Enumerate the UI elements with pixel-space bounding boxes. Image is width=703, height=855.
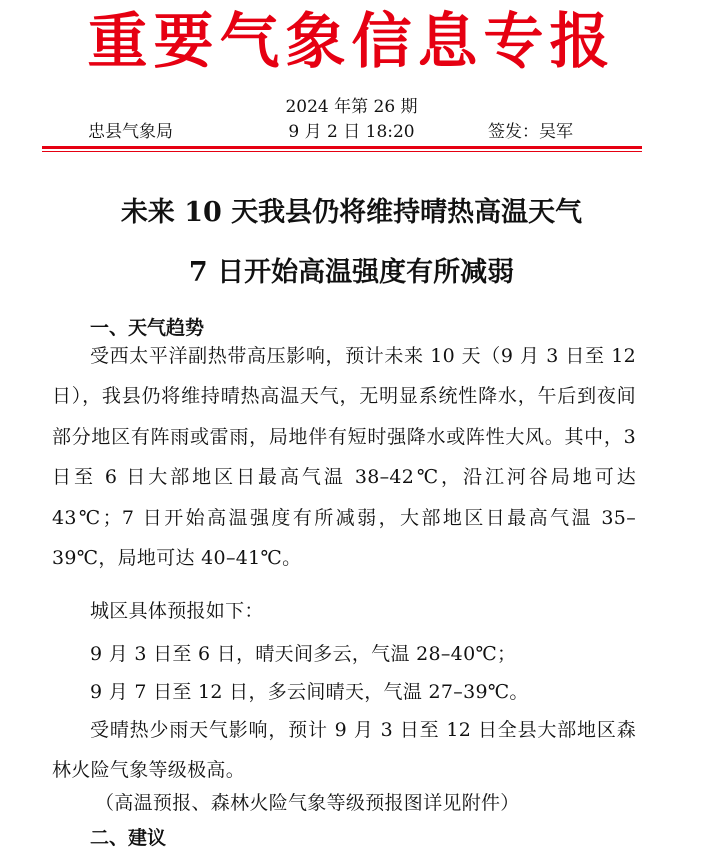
header-divider [42, 146, 642, 149]
trend-paragraph: 受西太平洋副热带高压影响，预计未来 10 天（9 月 3 日至 12 日），我县仍将维持晴热高温天气，无明显系统性降水，午后到夜间部分地区有阵雨或雷雨，局地伴有短时强降水或阵性大风。其中，3 日至 6 日大部地区日最高气温 38–42℃，沿江河谷局地可达 43℃；7 日开始高温强度有所减弱，大部地区日最高气温 35–39℃，局地可达 40–41℃。 [52, 345, 636, 570]
headline-line-2: 7 日开始高温强度有所减弱 [188, 257, 515, 288]
issue-datetime: 9 月 2 日 18:20 [288, 122, 415, 142]
report-title: 重要气象信息专报 [87, 7, 616, 77]
section-heading-advice: 二、建议 [90, 827, 167, 849]
headline-line-1: 未来 10 天我县仍将维持晴热高温天气 [120, 197, 583, 228]
city-forecast-item: 9 月 7 日至 12 日，多云间晴天，气温 27–39℃。 [90, 681, 529, 703]
attachment-note: （高温预报、森林火险气象等级预报图详见附件） [95, 792, 520, 814]
header-divider-thin [42, 151, 642, 152]
signer: 签发：吴军 [488, 122, 573, 142]
issuing-agency: 忠县气象局 [88, 122, 173, 142]
city-forecast-item: 9 月 3 日至 6 日，晴天间多云，气温 28–40℃； [90, 643, 517, 665]
section-heading-weather-trend: 一、天气趋势 [90, 317, 205, 339]
fire-risk-paragraph: 受晴热少雨天气影响，预计 9 月 3 日至 12 日全县大部地区森林火险气象等级极高。 [52, 719, 636, 782]
city-forecast-intro: 城区具体预报如下： [90, 600, 264, 622]
issue-number: 2024 年第 26 期 [285, 97, 418, 117]
meta-row [0, 121, 703, 143]
